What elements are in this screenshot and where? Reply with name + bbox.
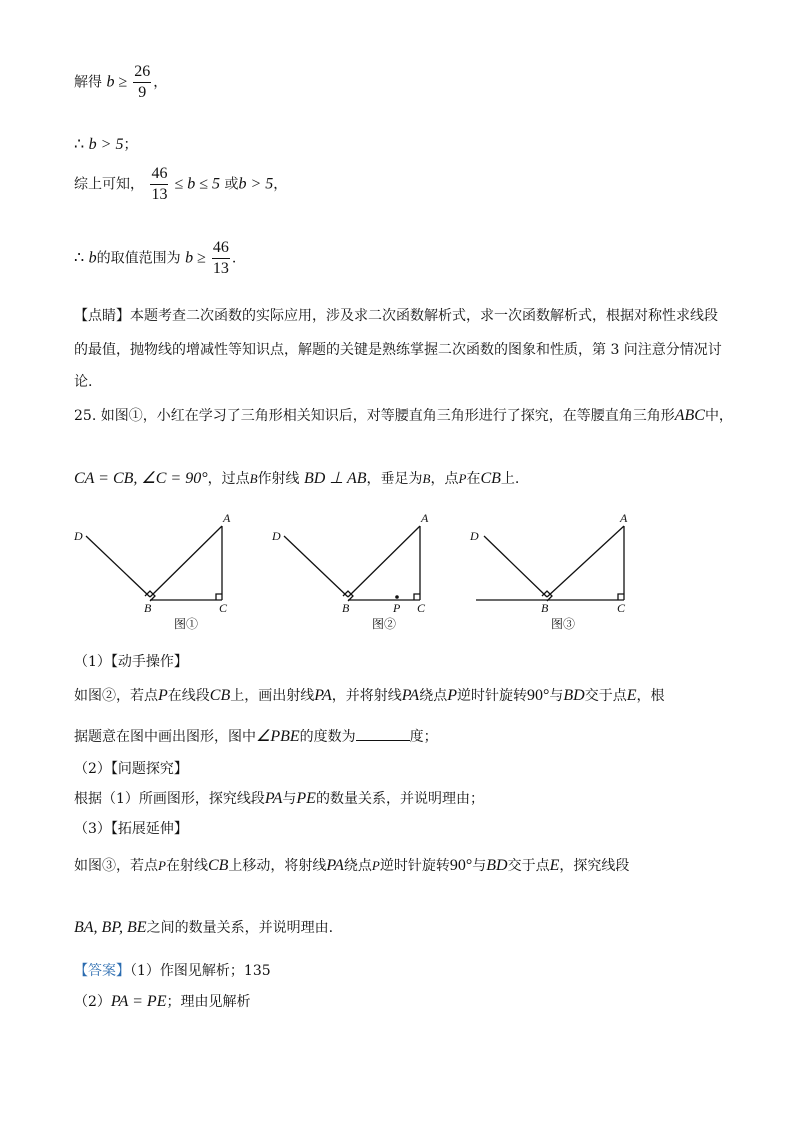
label-d: D bbox=[74, 529, 83, 543]
math-var: E bbox=[626, 687, 637, 704]
fraction-denominator: 13 bbox=[212, 260, 229, 277]
label-a: A bbox=[223, 511, 231, 525]
fraction-numerator: 46 bbox=[212, 238, 230, 259]
solution-text: 或 bbox=[224, 176, 239, 193]
math-var: b bbox=[106, 73, 115, 91]
part-3-line-1 bbox=[74, 855, 629, 875]
math-var: b bbox=[185, 249, 194, 267]
punct: ， bbox=[153, 74, 168, 91]
part-text: 根据（1）所画图形，探究线段 bbox=[74, 791, 265, 807]
question-text: ，垂足为 bbox=[366, 471, 423, 487]
math-expression: PA = PE bbox=[110, 993, 167, 1010]
label-a: A bbox=[620, 511, 628, 525]
math-var: PA bbox=[314, 687, 332, 704]
math-var: B bbox=[422, 471, 431, 486]
part-text: 在线段 bbox=[167, 688, 210, 704]
solution-text: 综上可知， bbox=[74, 176, 144, 193]
math-expression: BA, BP, BE bbox=[74, 919, 147, 936]
solution-text: 的取值范围为 bbox=[96, 250, 181, 267]
answer-blank bbox=[356, 728, 410, 741]
answer-tag: 【答案】 bbox=[74, 963, 130, 979]
part-text: ，探究线段 bbox=[559, 858, 630, 874]
math-var: PA bbox=[264, 790, 283, 807]
math-var: PE bbox=[296, 790, 316, 807]
part-text: 的数量关系，并说明理由； bbox=[315, 791, 484, 807]
part-text: 逆时针旋转 bbox=[456, 688, 527, 704]
math-var: P bbox=[158, 858, 166, 873]
label-a: A bbox=[421, 511, 429, 525]
part-1-heading: （1）【动手操作】 bbox=[74, 654, 188, 670]
comment-line-2: 的最值，抛物线的增减性等知识点，解题的关键是熟练掌握二次函数的图象和性质，第 3 问注意分情况讨 bbox=[74, 342, 722, 358]
punct: ； bbox=[123, 137, 138, 153]
math-value: 90° bbox=[526, 687, 550, 704]
math-value: 90° bbox=[449, 857, 473, 874]
answer-text: （2） bbox=[74, 994, 111, 1010]
math-expression: ≤ b ≤ 5 bbox=[170, 175, 221, 193]
math-var: P bbox=[458, 471, 467, 486]
math-var: P bbox=[158, 687, 168, 704]
figure-1 bbox=[86, 526, 222, 601]
figure-2 bbox=[284, 526, 420, 601]
fraction bbox=[212, 238, 230, 279]
part-3-line-2 bbox=[74, 917, 333, 937]
fraction-numerator: 46 bbox=[150, 164, 168, 185]
math-var: PA bbox=[401, 687, 420, 704]
math-var: P bbox=[447, 687, 457, 704]
solution-line-3 bbox=[74, 164, 287, 205]
figure-2-caption: 图② bbox=[372, 617, 397, 631]
part-text: 与 bbox=[282, 791, 297, 807]
part-text: 逆时针旋转 bbox=[379, 858, 450, 874]
part-text: 在射线 bbox=[165, 858, 208, 874]
part-text: 的度数为 bbox=[299, 729, 356, 745]
part-text: 交于点 bbox=[584, 688, 627, 704]
answer-line-1 bbox=[74, 960, 271, 980]
answer-line-2 bbox=[74, 991, 250, 1011]
part-text: 绕点 bbox=[343, 858, 372, 874]
math-expression: ∠PBE bbox=[256, 728, 300, 745]
part-1-line-1 bbox=[74, 685, 665, 705]
part-text: 绕点 bbox=[419, 688, 448, 704]
comment-line-1: 【点睛】本题考查二次函数的实际应用，涉及求二次函数解析式，求一次函数解析式，根据对称性求线段 bbox=[74, 308, 718, 324]
part-text: 上，画出射线 bbox=[230, 688, 315, 704]
therefore-symbol: ∴ bbox=[74, 249, 85, 267]
label-d: D bbox=[470, 529, 479, 543]
part-text: 如图②，若点 bbox=[74, 688, 158, 704]
part-text: 交于点 bbox=[507, 858, 550, 874]
math-var: CB bbox=[207, 857, 229, 874]
fraction bbox=[133, 62, 151, 103]
math-var: CB bbox=[209, 687, 231, 704]
therefore-symbol: ∴ bbox=[74, 136, 85, 153]
label-p: P bbox=[393, 601, 401, 615]
part-text: 之间的数量关系，并说明理由. bbox=[146, 920, 334, 936]
solution-line-4 bbox=[74, 238, 236, 279]
comment-line-3: 论. bbox=[74, 374, 93, 390]
question-text: ，点 bbox=[430, 471, 459, 487]
part-3-heading: （3）【拓展延伸】 bbox=[74, 821, 188, 837]
question-text: ，过点 bbox=[207, 471, 250, 487]
part-1-line-2 bbox=[74, 726, 438, 746]
fraction-denominator: 9 bbox=[138, 84, 147, 101]
part-text: 与 bbox=[472, 858, 487, 874]
math-expression: b > 5 bbox=[238, 175, 274, 193]
solution-text: 解得 bbox=[74, 74, 102, 91]
question-text: 上. bbox=[500, 471, 520, 487]
question-25-line-1 bbox=[74, 405, 733, 425]
math-var: b bbox=[88, 249, 97, 267]
math-expression: CA = CB, ∠C = 90° bbox=[74, 470, 208, 487]
part-text: 与 bbox=[549, 688, 564, 704]
geometry-figures bbox=[0, 505, 800, 635]
label-b: B bbox=[144, 601, 152, 615]
math-expression: b > 5 bbox=[88, 136, 124, 153]
part-2-line-1 bbox=[74, 788, 484, 808]
part-text: ，根 bbox=[636, 688, 665, 704]
fraction-numerator: 26 bbox=[133, 62, 151, 83]
figure-3-caption: 图③ bbox=[551, 617, 576, 631]
math-op: ≥ bbox=[193, 249, 210, 267]
solution-line-1 bbox=[74, 62, 167, 103]
question-text: 中， bbox=[704, 408, 733, 424]
label-c: C bbox=[219, 601, 228, 615]
math-var: ABC bbox=[674, 407, 705, 424]
label-d: D bbox=[272, 529, 281, 543]
question-text: 25. 如图①，小红在学习了三角形相关知识后，对等腰直角三角形进行了探究，在等腰直角三角形 bbox=[74, 408, 675, 424]
figure-3 bbox=[476, 526, 624, 601]
answer-text: （1）作图见解析；135 bbox=[130, 963, 271, 979]
math-expression: BD ⊥ AB bbox=[304, 470, 367, 487]
part-text: 据题意在图中画出图形，图中 bbox=[74, 729, 256, 745]
solution-line-2 bbox=[74, 134, 137, 154]
label-b: B bbox=[541, 601, 549, 615]
point-p bbox=[395, 595, 399, 599]
part-2-heading: （2）【问题探究】 bbox=[74, 761, 188, 777]
math-var: PA bbox=[326, 857, 344, 874]
math-var: BD bbox=[486, 857, 508, 874]
question-25-line-2 bbox=[74, 468, 519, 488]
math-var: CB bbox=[480, 470, 501, 487]
answer-text: ；理由见解析 bbox=[166, 994, 251, 1010]
fraction-denominator: 13 bbox=[151, 186, 168, 203]
fraction bbox=[150, 164, 168, 205]
punct: ， bbox=[273, 176, 288, 193]
punct: . bbox=[231, 250, 237, 267]
question-text: 在 bbox=[466, 471, 481, 487]
math-var: E bbox=[549, 857, 560, 874]
math-var: P bbox=[371, 858, 380, 873]
figure-1-caption: 图① bbox=[174, 617, 199, 631]
part-text: ，并将射线 bbox=[331, 688, 402, 704]
part-text: 如图③，若点 bbox=[74, 858, 158, 874]
math-var: B bbox=[249, 471, 258, 486]
part-text: 度； bbox=[409, 729, 438, 745]
part-text: 上移动，将射线 bbox=[228, 858, 327, 874]
question-text: 作射线 bbox=[257, 471, 300, 487]
label-b: B bbox=[342, 601, 350, 615]
label-c: C bbox=[617, 601, 626, 615]
math-var: BD bbox=[563, 687, 585, 704]
math-op: ≥ bbox=[114, 73, 132, 91]
label-c: C bbox=[417, 601, 426, 615]
